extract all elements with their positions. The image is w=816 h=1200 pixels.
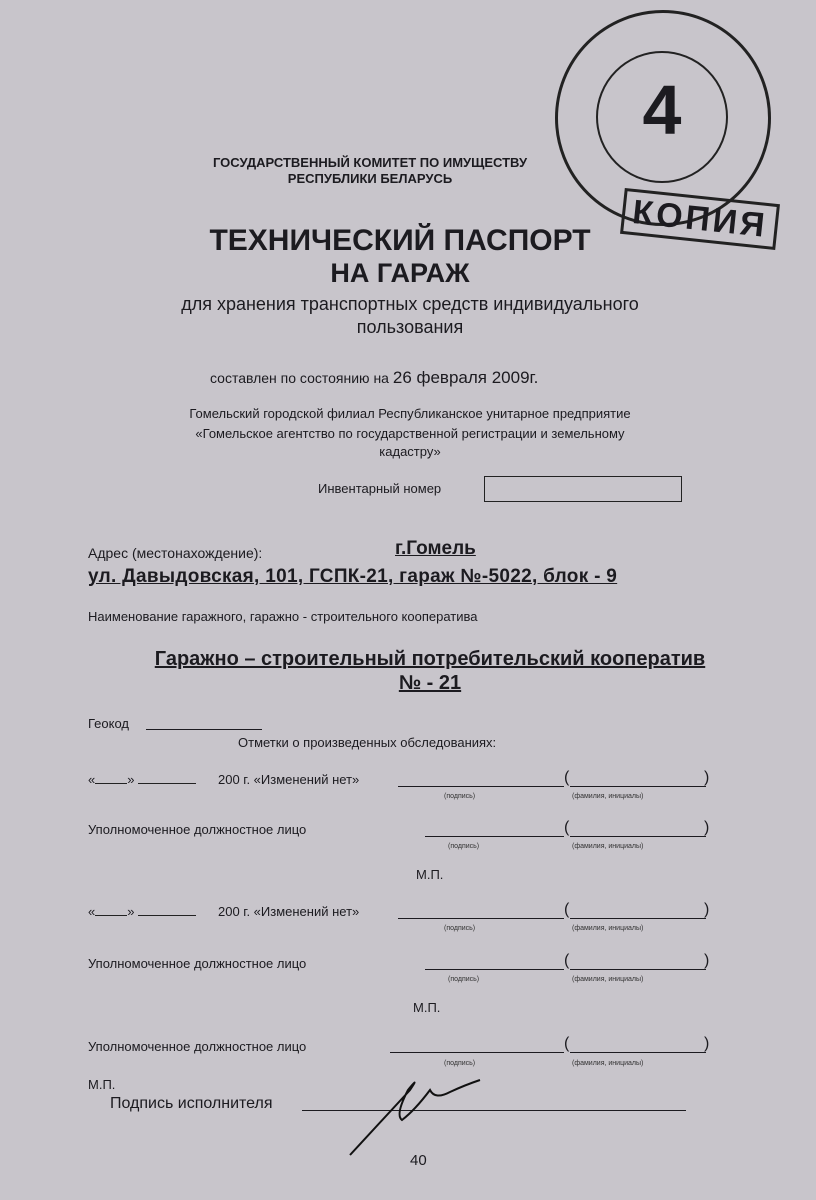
signature-line [390,1052,564,1053]
signature-line [425,836,564,837]
cooperative-name-2: № - 21 [398,672,462,694]
seal-inner-ring [596,51,728,183]
official-label: Уполномоченное должностное лицо [88,1039,307,1054]
no-changes-text: 200 г. «Изменений нет» [218,904,360,919]
organization-line-1: Гомельский городской филиал Республиканское унитарное предприятие [189,406,631,421]
copy-stamp: КОПИЯ [620,188,780,250]
name-caption: (фамилия, инициалы) [572,843,644,850]
signature-caption: (подпись) [444,925,476,932]
seal-mark: М.П. [416,867,444,882]
date-line [210,368,538,388]
organization-line-2: «Гомельское агентство по государственной регистрации и земельному [195,426,625,441]
cooperative-name-1: Гаражно – строительный потребительский кооператив [154,648,706,670]
name-caption: (фамилия, инициалы) [572,1060,644,1067]
address-city: г.Гомель [395,538,476,559]
subtitle-2: пользования [356,317,464,337]
date-value: 26 февраля 2009г. [392,368,539,387]
address-street: ул. Давыдовская, 101, ГСПК-21, гараж №-5022, блок - 9 [88,566,618,587]
seal-mark: М.П. [88,1077,116,1092]
name-caption: (фамилия, инициалы) [572,976,644,983]
organization-line-3: кадастру» [379,444,441,459]
official-label: Уполномоченное должностное лицо [88,822,307,837]
inventory-label: Инвентарный номер [318,481,442,496]
name-caption: (фамилия, инициалы) [572,925,644,932]
document-title: ТЕХНИЧЕСКИЙ ПАСПОРТ [209,224,591,257]
cooperative-label: Наименование гаражного, гаражно - строительного кооператива [88,609,478,624]
inventory-number-box [484,476,682,502]
geocode-line [146,729,262,730]
subtitle-1: для хранения транспортных средств индивидуального [181,294,639,314]
seal-number: 4 [642,71,682,149]
inspections-heading: Отметки о произведенных обследованиях: [238,735,497,750]
name-line [570,969,706,970]
signature-line [398,786,564,787]
signature-caption: (подпись) [448,843,480,850]
page-number: 40 [410,1152,427,1169]
name-line [570,786,706,787]
date-prefix: составлен по состоянию на [210,370,389,386]
signature-line [425,969,564,970]
name-caption: (фамилия, инициалы) [572,793,644,800]
name-line [570,918,706,919]
address-label: Адрес (местонахождение): [88,545,263,561]
geocode-label: Геокод [88,716,129,731]
no-changes-text: 200 г. «Изменений нет» [218,772,360,787]
committee-line-1: ГОСУДАРСТВЕННЫЙ КОМИТЕТ ПО ИМУЩЕСТВУ [212,155,528,170]
handwritten-signature [340,1060,490,1160]
executor-signature-label: Подпись исполнителя [110,1095,273,1112]
seal-mark: М.П. [413,1000,441,1015]
date-quote-marks: « » [88,904,196,919]
document-title-2: НА ГАРАЖ [330,258,470,288]
date-quote-marks: « » [88,772,196,787]
committee-line-2: РЕСПУБЛИКИ БЕЛАРУСЬ [287,171,453,186]
signature-caption: (подпись) [444,1060,476,1067]
name-line [570,836,706,837]
signature-line [398,918,564,919]
official-label: Уполномоченное должностное лицо [88,956,307,971]
signature-caption: (подпись) [444,793,476,800]
name-line [570,1052,706,1053]
signature-caption: (подпись) [448,976,480,983]
